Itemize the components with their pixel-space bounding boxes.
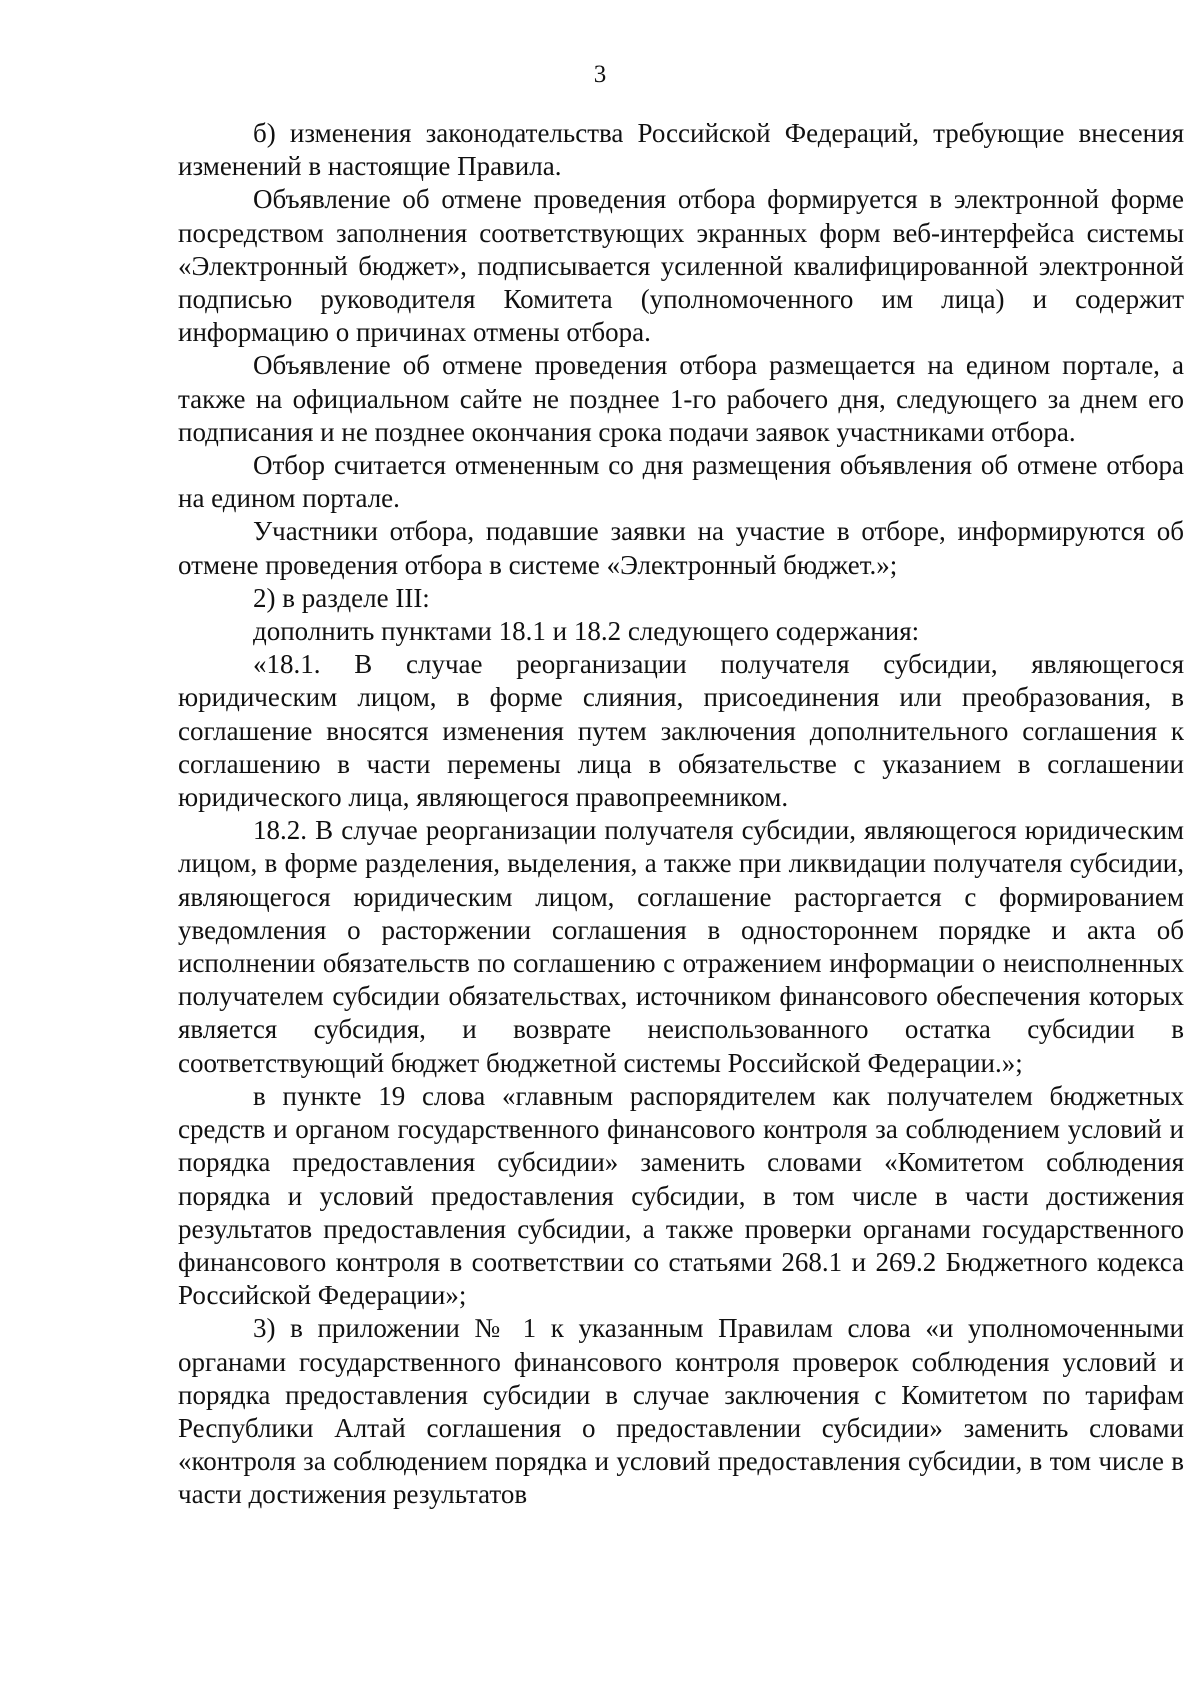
document-body xyxy=(178,117,1184,1512)
paragraph-cancellation-publication: Объявление об отмене проведения отбора размещается на едином портале, а также на официальном сайте не позднее 1-го рабочего дня, следующего за днем его подписания и не позднее окончания срока подачи заявок участниками отбора. xyxy=(178,350,1184,447)
paragraph-appendix-1: 3) в приложении № 1 к указанным Правилам слова «и уполномоченными органами государственного финансового контроля проверок соблюдения условий и порядка предоставления субсидии в случае заключения с Комитетом по тарифам Республики Алтай соглашения о предоставлении субсидии» заменить словами «контроля за соблюдением порядка и условий предоставления субсидии, в том числе в части достижения результатов xyxy=(178,1313,1184,1510)
paragraph-point-18-1: «18.1. В случае реорганизации получателя субсидии, являющегося юридическим лицом, в форме слияния, присоединения или преобразования, в соглашение вносятся изменения путем заключения дополнительного соглашения к соглашению в части перемены лица в обязательстве с указанием в соглашении юридического лица, являющегося правопреемником. xyxy=(178,649,1184,813)
paragraph-cancellation-effective: Отбор считается отмененным со дня размещения объявления об отмене отбора на едином портале. xyxy=(178,450,1184,514)
paragraph-add-points: дополнить пунктами 18.1 и 18.2 следующего содержания: xyxy=(253,616,920,647)
paragraph-cancellation-form: Объявление об отмене проведения отбора формируется в электронной форме посредством заполнения соответствующих экранных форм веб-интерфейса системы «Электронный бюджет», подписывается усиленной квалифицированной электронной подписью руководителя Комитета (уполномоченного им лица) и содержит информацию о причинах отмены отбора. xyxy=(178,184,1184,348)
paragraph-participants-notice: Участники отбора, подавшие заявки на участие в отборе, информируются об отмене проведения отбора в системе «Электронный бюджет.»; xyxy=(178,516,1184,580)
paragraph-point-19: в пункте 19 слова «главным распорядителем как получателем бюджетных средств и органом государственного финансового контроля за соблюдением условий и порядка предоставления субсидии» заменить словами «Комитетом соблюдения порядка и условий предоставления субсидии, в том числе в части достижения результатов предоставления субсидии, а также проверки органами государственного финансового контроля в соответствии со статьями 268.1 и 269.2 Бюджетного кодекса Российской Федерации»; xyxy=(178,1080,1184,1311)
paragraph-point-18-2: 18.2. В случае реорганизации получателя субсидии, являющегося юридическим лицом, в форме разделения, выделения, а также при ликвидации получателя субсидии, являющегося юридическим лицом, соглашение расторгается с формированием уведомления о расторжении соглашения в одностороннем порядке и акта об исполнении обязательств по соглашению с отражением информации о неисполненных получателем субсидии обязательствах, источником финансового обеспечения которых является субсидия, и возврате неиспользованного остатка субсидии в соответствующий бюджет бюджетной системы Российской Федерации.»; xyxy=(178,815,1184,1078)
paragraph-section-iii: 2) в разделе III: xyxy=(253,582,430,613)
paragraph-item-b: б) изменения законодательства Российской Федераций, требующие внесения изменений в настоящие Правила. xyxy=(178,118,1184,182)
page-number: 3 xyxy=(593,61,607,88)
